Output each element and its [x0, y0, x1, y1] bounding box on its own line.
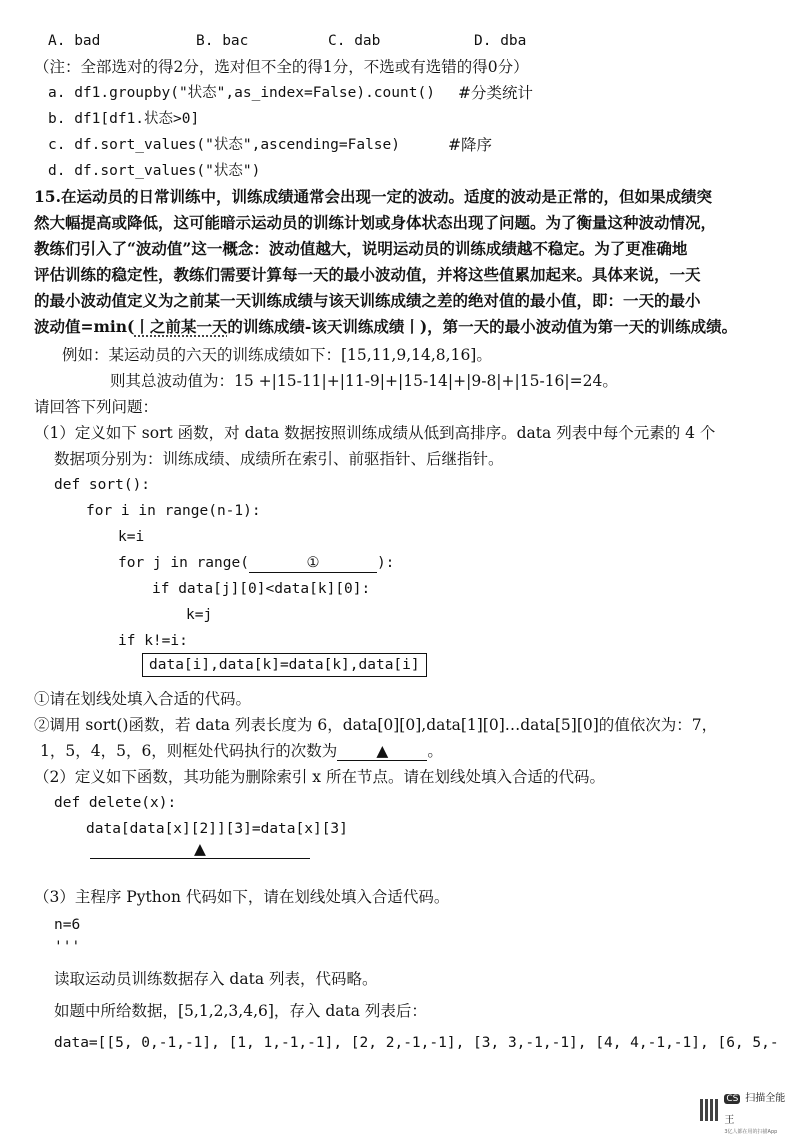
watermark-subtitle: 3亿人都在用的扫描App — [724, 1128, 778, 1135]
subq-2-line2 — [40, 740, 443, 762]
part2-prompt: （2）定义如下函数，其功能为删除索引 x 所在节点。请在划线处填入合适的代码。 — [34, 768, 605, 786]
blank-1: ① — [249, 554, 377, 573]
code-sort-if-k: if k!=i: — [118, 633, 188, 649]
code-sort-def: def sort(): — [54, 477, 151, 493]
q15-line6-post: 的训练成绩-该天训练成绩丨)，第一天的最小波动值为第一天的训练成绩。 — [227, 317, 738, 336]
part1-line2: 数据项分别为：训练成绩、成绩所在索引、前驱指针、后继指针。 — [54, 450, 504, 468]
q15-line3: 教练们引入了“波动值”这一概念：波动值越大，说明运动员的训练成绩越不稳定。为了更准确地 — [34, 239, 688, 258]
subq-2-line1: ②调用 sort()函数，若 data 列表长度为 6，data[0][0],data[1][0]…data[5][0]的值依次为：7， — [34, 716, 718, 734]
code-delete-def: def delete(x): — [54, 795, 177, 811]
code-sort-k-j: k=j — [186, 607, 213, 623]
code-n-assign: n=6 — [54, 917, 81, 933]
q15-line4: 评估训练的稳定性，教练们需要计算每一天的最小波动值，并将这些值累加起来。具体来说，一天 — [34, 265, 701, 284]
code-sort-for-i: for i in range(n-1): — [86, 503, 261, 519]
q15-line6-dotted: 丨之前某一天 — [134, 317, 228, 336]
q15-line5: 的最小波动值定义为之前某一天训练成绩与该天训练成绩之差的绝对值的最小值，即：一天的最小 — [34, 291, 701, 310]
option-d: D. dba — [474, 33, 527, 49]
code-sort-for-j — [118, 552, 394, 574]
code-sort-if-compare: if data[j][0]<data[k][0]: — [152, 581, 371, 597]
q15-line6 — [34, 316, 737, 338]
boxed-swap-code: data[i],data[k]=data[k],data[i] — [142, 653, 427, 677]
blank-2: ▲ — [337, 742, 427, 761]
option-b: B. bac — [196, 33, 249, 49]
subq-1: ①请在划线处填入合适的代码。 — [34, 690, 252, 708]
q15-line6-pre: 波动值=min( — [34, 317, 135, 336]
subq-2-pre: 1，5，4，5，6，则框处代码执行的次数为 — [40, 742, 338, 760]
code-delete-line: data[data[x][2]][3]=data[x][3] — [86, 821, 348, 837]
choice-a-comment: #分类统计 — [458, 84, 533, 102]
watermark-text-block — [724, 1085, 790, 1136]
scanner-watermark — [700, 1092, 790, 1135]
answer-prompt: 请回答下列问题： — [34, 398, 159, 416]
code-docstring-quotes: ''' — [54, 939, 81, 955]
scoring-note: （注：全部选对的得2分，选对但不全的得1分，不选或有选错的得0分） — [34, 58, 529, 76]
choice-a-code: a. df1.groupby("状态",as_index=False).count() — [48, 85, 435, 101]
code-delete-blank-line — [90, 838, 310, 860]
blank-3: ▲ — [90, 840, 310, 859]
code-for-j-pre: for j in range( — [118, 555, 249, 571]
part3-read-text: 读取运动员训练数据存入 data 列表，代码略。 — [54, 970, 378, 988]
option-a: A. bad — [48, 33, 101, 49]
subq-2-post: 。 — [427, 742, 443, 760]
choice-b-code: b. df1[df1.状态>0] — [48, 111, 200, 127]
part3-given-text: 如题中所给数据，[5,1,2,3,4,6]，存入 data 列表后： — [54, 1002, 427, 1020]
code-for-j-post: ): — [376, 555, 395, 571]
q15-line1: 15.在运动员的日常训练中，训练成绩通常会出现一定的波动。适度的波动是正常的，但如果成绩突 — [34, 187, 712, 206]
watermark-logo: CS — [726, 1093, 739, 1104]
part3-title: （3）主程序 Python 代码如下，请在划线处填入合适代码。 — [34, 888, 450, 906]
part1-line1: （1）定义如下 sort 函数，对 data 数据按照训练成绩从低到高排序。data 列表中每个元素的 4 个 — [34, 424, 716, 442]
choice-c-code: c. df.sort_values("状态",ascending=False) — [48, 137, 401, 153]
choice-d-code: d. df.sort_values("状态") — [48, 163, 261, 179]
example-line1: 例如：某运动员的六天的训练成绩如下：[15,11,9,14,8,16]。 — [62, 346, 492, 364]
example-line2: 则其总波动值为：15 +|15-11|+|11-9|+|15-14|+|9-8|+|15-16|=24。 — [110, 372, 618, 390]
qr-code-icon — [700, 1099, 720, 1121]
q15-line2: 然大幅提高或降低，这可能暗示运动员的训练计划或身体状态出现了问题。为了衡量这种波动情况， — [34, 213, 717, 232]
watermark-name: 扫描全能王 — [724, 1092, 786, 1126]
choice-c-comment: #降序 — [448, 136, 492, 154]
code-data-list: data=[[5, 0,-1,-1], [1, 1,-1,-1], [2, 2,-1,-1], [3, 3,-1,-1], [4, 4,-1,-1], [6, 5,- — [54, 1035, 779, 1051]
option-c: C. dab — [328, 33, 381, 49]
code-sort-k-assign: k=i — [118, 529, 145, 545]
